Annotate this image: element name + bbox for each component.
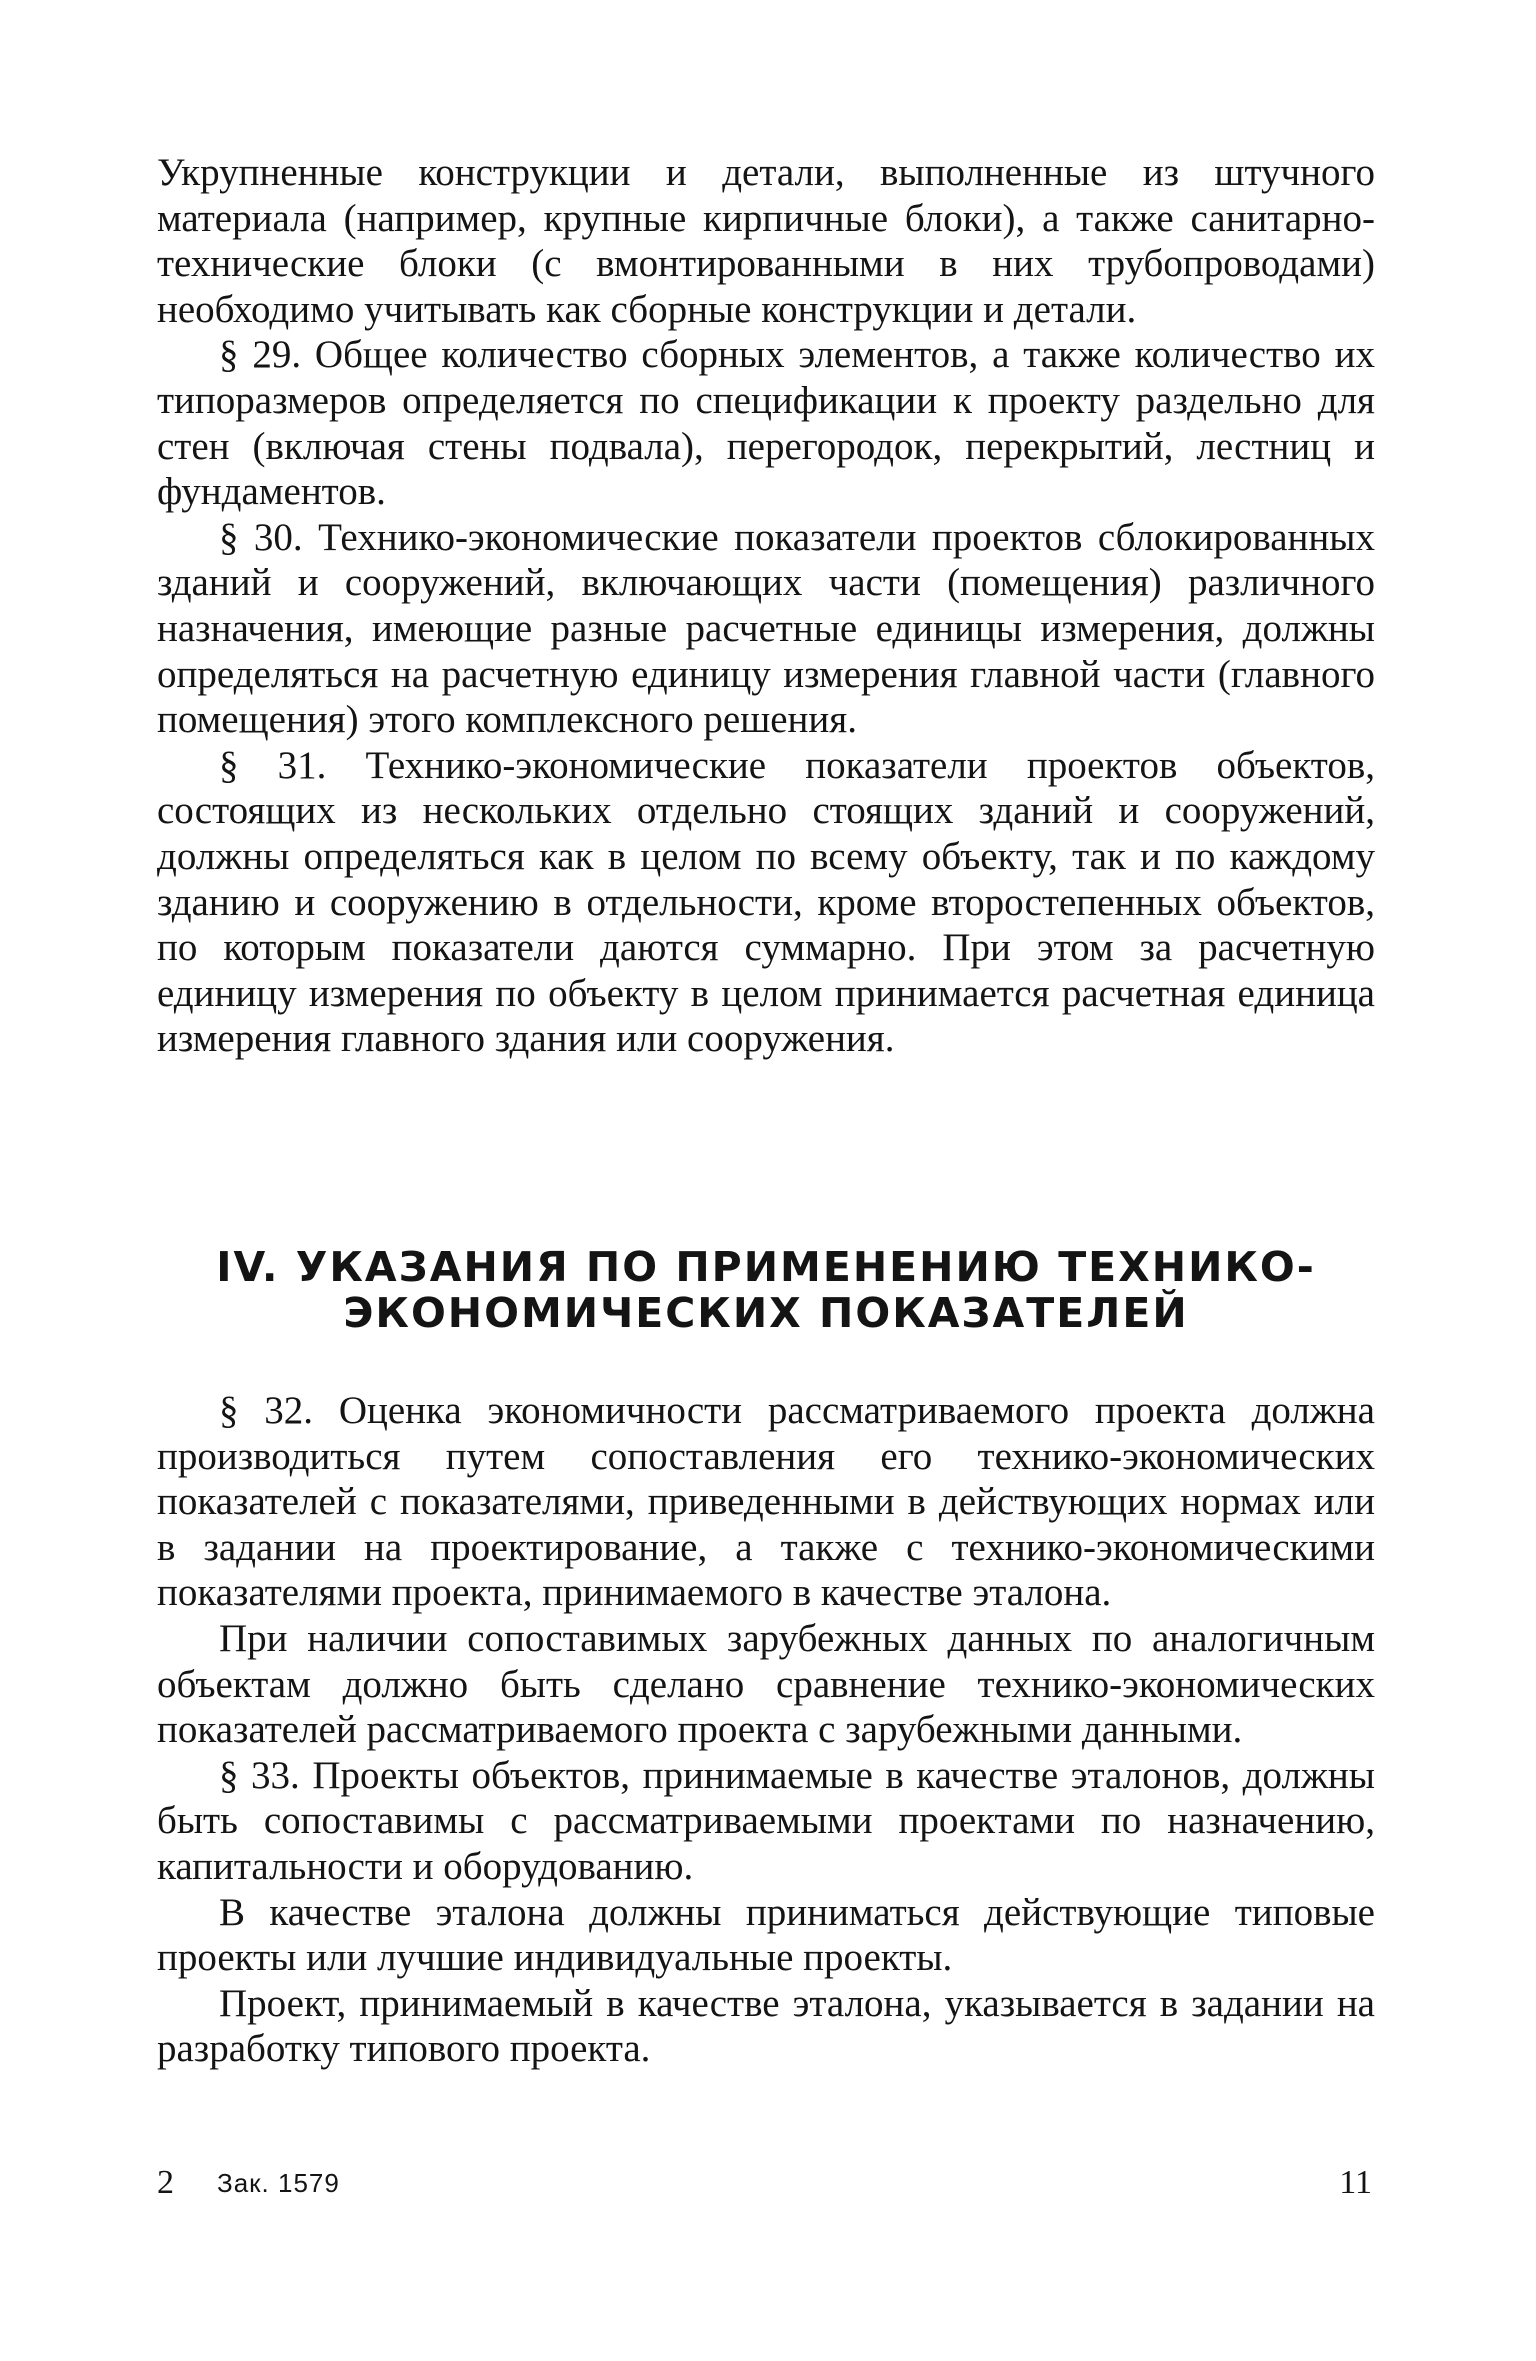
text-block-bottom	[157, 1388, 1375, 2072]
signature-number: 2	[157, 2164, 174, 2201]
paragraph-section-33: § 33. Проекты объектов, принимаемые в качестве эталонов, должны быть сопоставимы с рассматриваемыми проектами по назначению, капитальности и оборудованию.	[157, 1753, 1375, 1888]
order-number: Зак. 1579	[217, 2168, 340, 2198]
text-block-top	[157, 150, 1375, 1062]
section-heading-line-2: ЭКОНОМИЧЕСКИХ ПОКАЗАТЕЛЕЙ	[343, 1289, 1189, 1337]
page-number: 11	[1339, 2164, 1372, 2201]
paragraph-section-29: § 29. Общее количество сборных элементов, а также количество их типоразмеров определяется по спецификации к проекту раздельно для стен (включая стены подвала), перегородок, перекрытий, лестниц и фундаментов.	[157, 333, 1375, 514]
paragraph-reference-projects: В качестве эталона должны приниматься действующие типовые проекты или лучшие индивидуальные проекты.	[157, 1890, 1375, 1980]
paragraph-section-32: § 32. Оценка экономичности рассматриваемого проекта должна производиться путем сопоставления его технико-экономических показателей с показателями, приведенными в действующих нормах или в задании на проектирование, а также с технико-экономическими показателями проекта, принимаемого в качестве эталона.	[157, 1389, 1375, 1615]
paragraph-section-31: § 31. Технико-экономические показатели проектов объектов, состоящих из нескольких отдельно стоящих зданий и сооружений, должны определяться как в целом по всему объекту, так и по каждому зданию и сооружению в отдельности, кроме второстепенных объектов, по которым показатели даются суммарно. При этом за расчетную единицу измерения по объекту в целом принимается расчетная единица измерения главного здания или сооружения.	[157, 743, 1375, 1061]
paragraph-reference-assignment: Проект, принимаемый в качестве эталона, указывается в задании на разработку типового проекта.	[157, 1981, 1375, 2071]
paragraph-foreign-data: При наличии сопоставимых зарубежных данных по аналогичным объектам должно быть сделано сравнение технико-экономических показателей рассматриваемого проекта с зарубежными данными.	[157, 1616, 1375, 1752]
section-heading-line-1: IV. УКАЗАНИЯ ПО ПРИМЕНЕНИЮ ТЕХНИКО-	[216, 1243, 1316, 1291]
paragraph-intro: Укрупненные конструкции и детали, выполненные из штучного материала (например, крупные кирпичные блоки), а также санитарно-технические блоки (с вмонтированными в них трубопроводами) необходимо учитывать как сборные конструкции и детали.	[157, 151, 1375, 331]
section-heading	[157, 1244, 1375, 1336]
paragraph-section-30: § 30. Технико-экономические показатели проектов сблокированных зданий и сооружений, включающих части (помещения) различного назначения, имеющие разные расчетные единицы измерения, должны определяться на расчетную единицу измерения главной части (главного помещения) этого комплексного решения.	[157, 515, 1375, 742]
page-footer	[157, 2164, 1375, 2204]
